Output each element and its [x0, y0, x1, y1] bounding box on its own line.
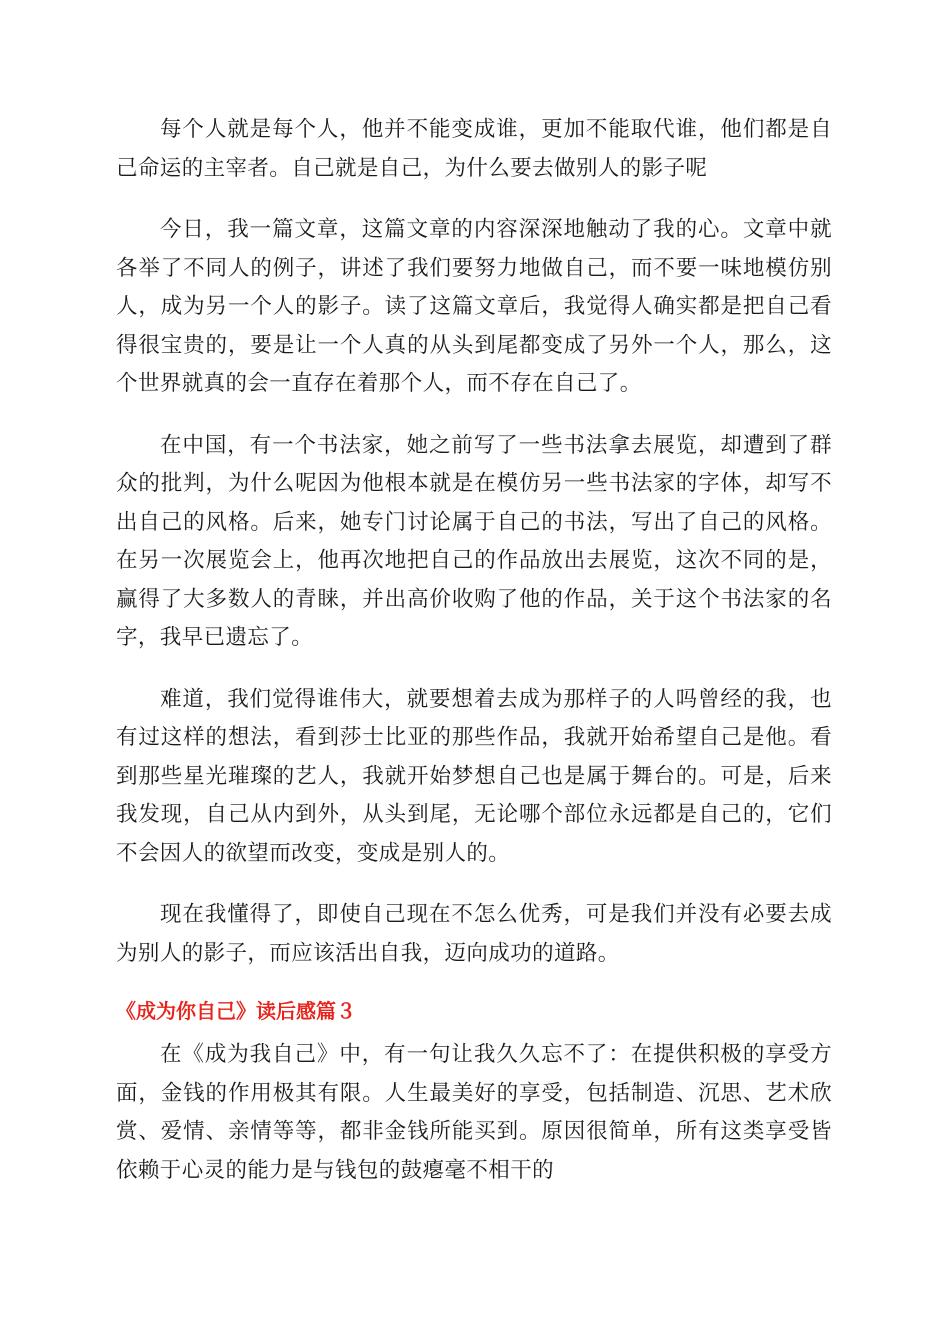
- paragraph: 在中国，有一个书法家，她之前写了一些书法拿去展览，却遭到了群众的批判，为什么呢因为他根本就是在模仿另一些书法家的字体，却写不出自己的风格。后来，她专门讨论属于自己的书法，写出了自己的风格。在另一次展览会上，他再次地把自己的作品放出去展览，这次不同的是，赢得了大多数人的青睐，并出高价收购了他的作品，关于这个书法家的名字，我早已遗忘了。: [116, 432, 832, 650]
- paragraph: 现在我懂得了，即使自己现在不怎么优秀，可是我们并没有必要去成为别人的影子，而应该活出自我，迈向成功的道路。: [116, 902, 832, 966]
- document-page: [116, 111, 832, 1213]
- paragraph: 在《成为我自己》中，有一句让我久久忘不了：在提供积极的享受方面，金钱的作用极其有限。人生最美好的享受，包括制造、沉思、艺术欣赏、爱情、亲情等等，都非金钱所能买到。原因很简单，所有这类享受皆依赖于心灵的能力是与钱包的鼓瘪毫不相干的: [116, 1042, 832, 1183]
- paragraph: 每个人就是每个人，他并不能变成谁，更加不能取代谁，他们都是自己命运的主宰者。自己就是自己，为什么要去做别人的影子呢: [116, 117, 832, 181]
- paragraph: 今日，我一篇文章，这篇文章的内容深深地触动了我的心。文章中就各举了不同人的例子，讲述了我们要努力地做自己，而不要一味地模仿别人，成为另一个人的影子。读了这篇文章后，我觉得人确实都是把自己看得很宝贵的，要是让一个人真的从头到尾都变成了另外一个人，那么，这个世界就真的会一直存在着那个人，而不存在自己了。: [116, 217, 832, 396]
- paragraph: 难道，我们觉得谁伟大，就要想着去成为那样子的人吗曾经的我，也有过这样的想法，看到莎士比亚的那些作品，我就开始希望自己是他。看到那些星光璀璨的艺人，我就开始梦想自己也是属于舞台的。可是，后来我发现，自己从内到外，从头到尾，无论哪个部位永远都是自己的，它们不会因人的欲望而改变，变成是别人的。: [116, 686, 832, 866]
- section-heading: 《成为你自己》读后感篇３: [116, 999, 356, 1023]
